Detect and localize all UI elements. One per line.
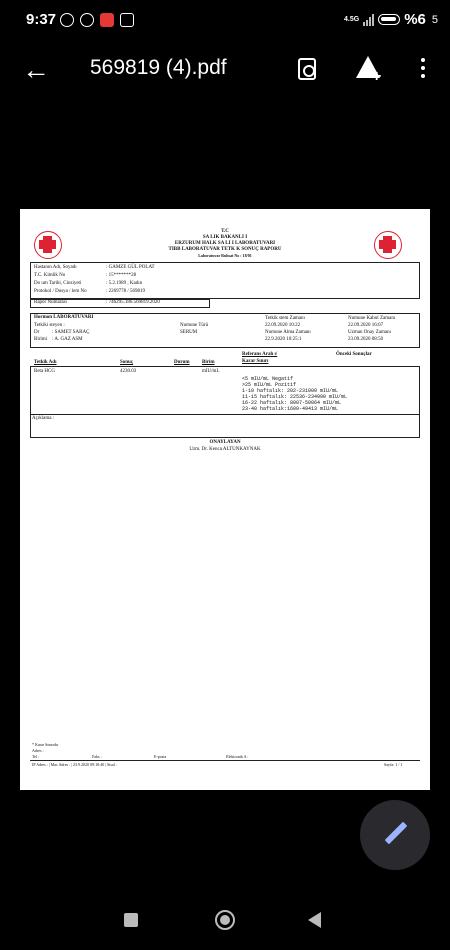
report-number-label: Rapor Numarası [34,300,67,305]
approve-label: Uzman Onay Zamanı [348,330,392,335]
edit-fab-button[interactable] [360,800,430,870]
instagram-icon [120,13,134,27]
request-time-label: Tetkik stem Zamanı [265,316,305,321]
reference-line: 16-22 haftalık: 8007-50064 mIU/mL [242,400,342,406]
tc-value: : 15*******28 [106,273,137,278]
requester-label: Tetkiki steyen : [34,323,65,328]
back-nav-icon[interactable] [308,912,321,928]
add-plus-icon: + [372,68,382,85]
sim-indicator: 5 [431,13,438,26]
tc-label: T.C. Kimlik No [34,273,66,278]
patient-name: : GAMZE GÜL POLAT [106,265,155,270]
alarm-icon [80,13,94,27]
result-value: 4230.03 [120,369,137,374]
footer-email: E-posta [154,754,167,759]
more-options-icon[interactable] [421,58,425,78]
header-line: T.C [221,229,229,234]
dob-value: : 5.2.1989 , Kadın [106,281,143,286]
protocol-value: : 2269778 / 569819 [106,289,146,294]
approve-time: 23.09.2020 08:50 [348,337,384,342]
footer-ip: IP Adres : | Mac Adres : | 23.9.2020 09:18:40 | Sisal : [32,762,117,767]
battery-percent: %6 [404,11,426,28]
sample-accept-time: 22.09.2020 16:07 [348,323,384,328]
sample-take-label: Numune Alma Zamanı [265,330,311,335]
col-status: Durum [174,360,190,365]
footer-tel: Tel : [32,754,40,759]
col-test: Tetkik Adı [34,360,57,365]
status-time: 9:37 [26,11,57,28]
protocol-label: Protokol / Dosya / lem No [34,289,87,294]
pdf-page[interactable] [20,209,430,790]
back-arrow-icon[interactable]: ← [22,54,50,85]
header-line: SA LIK BAKANLI I [202,235,248,240]
unit-value: : A. GAZ ASM [52,337,83,342]
app-notification-icon [100,13,114,27]
reference-line: <5 mIU/mL Negatif [242,376,294,382]
status-right [344,11,438,28]
notification-icons [60,13,134,27]
footer-address: Adres : [32,748,44,753]
result-test-name: Beta HCG [34,369,55,374]
request-time: 22.09.2020 10:22 [265,323,301,328]
recents-icon[interactable] [124,913,138,927]
results-divider [30,414,420,415]
sample-type-label: Numune Türü [180,323,209,328]
home-icon[interactable] [215,910,235,930]
footer-fax: Faks : [92,754,102,759]
page-number: Sayfa: 1 / 1 [384,762,403,767]
unit-label: Birimi [34,337,48,342]
header-line: Laboratuvar Ruhsat No : 18/01 [198,253,252,258]
footer-web: Elektronik A : [226,754,249,759]
reference-line: 1-10 haftalık: 202-231000 mIU/mL [242,388,339,394]
status-bar [0,0,450,40]
mute-icon [60,13,74,27]
dob-label: Do um Tarihi, Cinsiyeti [34,281,82,286]
footer-divider [30,760,420,761]
search-document-icon[interactable] [298,58,316,80]
patient-info-box [30,262,420,299]
patient-name-label: Hastanın Adı, Soyadı [34,265,77,270]
header-line: TIBB LABORATUVAR TETK K SONUÇ RAPORU [168,247,282,252]
sample-take-time: 22.9.2020 10:25:1 [265,337,302,342]
footer-legend: * Karar Sınırıdır [32,742,59,747]
report-number: : 746295.186.569819.2020 [106,300,160,305]
app-bar [0,48,450,92]
doctor-name: : SAMET SARAÇ [52,330,90,335]
doctor-label: Dr [34,330,40,335]
pencil-icon [385,822,408,845]
lab-name: Hormon LABORATUVARI [34,315,94,320]
approver-name: Uzm. Dr. Kenca ALTUNKAYNAK [189,447,261,452]
sample-type: SERUM [180,330,198,335]
battery-icon [378,14,400,25]
col-decision: Karar Sınırı [242,359,269,364]
results-box [30,366,420,438]
notes-label: Açıklama : [32,416,55,421]
col-result: Sonuç [120,360,134,365]
network-type: 4.5G [344,16,360,23]
approver-title: ONAYLAYAN [209,440,241,445]
reference-line: >25 mIU/mL Pozitif [242,382,297,388]
result-unit: mIU/mL [202,369,220,374]
reference-line: 11-15 haftalık: 22536-234990 mIU/mL [242,394,348,400]
header-line: ERZURUM HALK SA LI I LABORATUVARI [174,241,276,246]
col-reference: Referans Aralı ı/ [242,352,278,357]
sample-accept-label: Numune Kabul Zamanı [348,316,396,321]
signal-icon [363,14,374,26]
col-previous: Önceki Sonuçlar [336,352,372,357]
reference-line: 23-40 haftalık:1600-49413 mIU/mL [242,406,339,412]
col-unit: Birim [202,360,215,365]
document-title: 569819 (4).pdf [90,56,227,79]
navigation-bar [0,905,450,935]
